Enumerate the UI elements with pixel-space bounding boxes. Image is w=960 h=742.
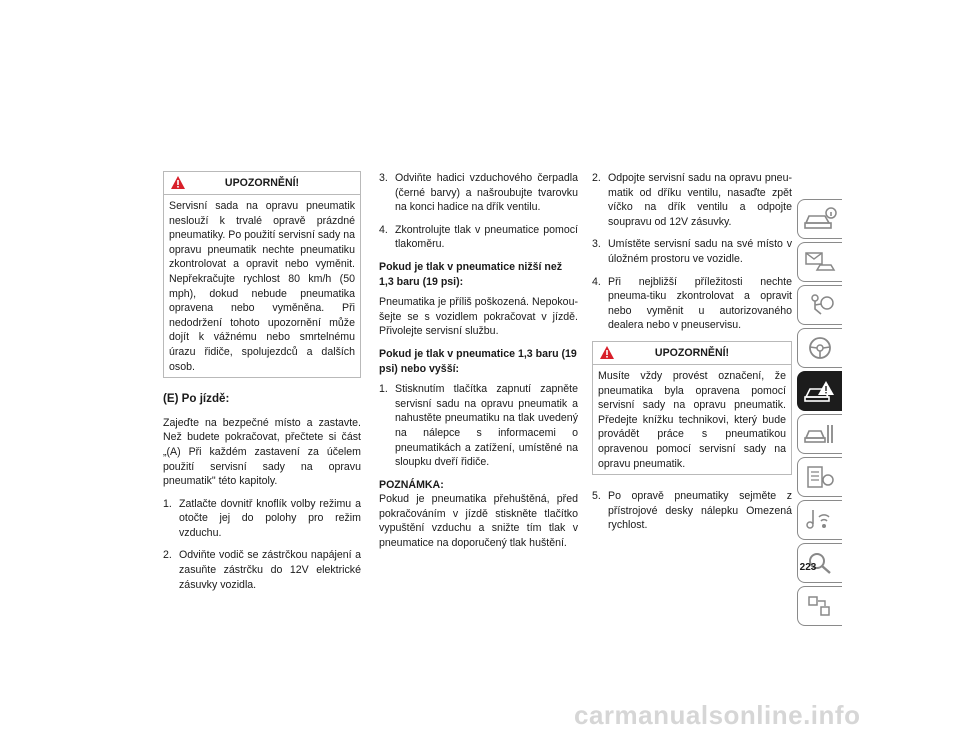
step-text: Odviňte vodič se zástrčkou napájení a zasuňte zástrčku do 12V elektrické zásuvky vozidla. <box>179 549 361 591</box>
step-text: Umístěte servisní sadu na své místo v úložném prostoru ve vozidle. <box>608 238 792 265</box>
tab-car-info[interactable] <box>797 199 842 239</box>
car-info-icon <box>803 206 837 232</box>
list-item <box>379 171 578 215</box>
list-item <box>163 497 361 541</box>
warning-triangle-icon <box>599 345 615 360</box>
tab-steering-wheel[interactable] <box>797 328 842 368</box>
page-number: 223 <box>799 562 817 573</box>
mail-car-icon <box>803 249 837 275</box>
warning-box <box>163 171 361 378</box>
step-list <box>379 382 578 470</box>
step-number: 1. <box>379 383 388 396</box>
low-pressure-paragraph: Pneumatika je příliš poškozená. Nepokou-šejte se s vozidlem pokračovat v jízdě. Přivolejte servisní službu. <box>379 296 578 338</box>
note <box>379 478 578 551</box>
tab-mail-car[interactable] <box>797 242 842 282</box>
column-middle <box>379 171 578 559</box>
step-text: Stisknutím tlačítka zapnutí zapněte servisní sadu na opravu pneumatik a nahustěte pneumatiku na tlak uvedený na nálepce s informacemi o pneumatikách a zatížení, umístěné na sloupku dveří řidiče. <box>395 383 578 469</box>
warning-title: UPOZORNĚNÍ! <box>224 177 300 189</box>
car-emergency-icon <box>803 378 837 404</box>
maintenance-list-icon <box>803 464 837 490</box>
tab-multimedia[interactable] <box>797 500 842 540</box>
car-service-tools-icon <box>803 421 837 447</box>
step-text: Při nejbližší příležitosti nechte pneuma-tiku zkontrolovat a opravit nebo vyměnit u autorizovaného dealera nebo v pneuservisu. <box>608 275 792 332</box>
steering-wheel-icon <box>803 335 837 361</box>
step-number: 4. <box>592 275 601 288</box>
section-heading: (E) Po jízdě: <box>163 392 230 406</box>
list-item <box>592 171 792 229</box>
intro-paragraph: Zajeďte na bezpečné místo a zastavte. Než budete pokračovat, přečtete si část „(A) Při každém zastavení za účelem použití servisní sady na opravu pneumatik" této kapitoly. <box>163 416 361 488</box>
warning-text: Musíte vždy provést označení, že pneumatika byla opravena pomocí servisní sady na opravu pneumatik. Předejte knížku technikovi, který bude provádět práce s pneumatikou opravenou pomocí servisní sady na opravu pneumatik. <box>598 369 786 470</box>
warning-header <box>164 172 360 195</box>
list-item <box>379 223 578 252</box>
warning-box <box>592 341 792 475</box>
subheading-ok-pressure: Pokud je tlak v pneumatice 1,3 baru (19 psi) nebo vyšší: <box>379 347 577 375</box>
step-number: 5. <box>592 490 601 503</box>
list-item <box>592 275 792 333</box>
warning-triangle-icon <box>170 175 186 190</box>
list-item <box>592 237 792 266</box>
step-list <box>592 489 792 533</box>
step-number: 1. <box>163 497 172 510</box>
note-text: Pokud je pneumatika přehuštěná, před pokračováním v jízdě stiskněte tlačítko vypuštění vzduchu a snižte tím tlak v pneumatice na doporučený tlak huštění. <box>379 493 578 550</box>
step-text: Zkontrolujte tlak v pneumatice pomocí tlakoměru. <box>395 223 578 251</box>
list-item <box>379 382 578 470</box>
note-title: POZNÁMKA: <box>379 478 444 491</box>
step-list <box>379 171 578 252</box>
tab-car-service[interactable] <box>797 414 842 454</box>
multimedia-icon <box>803 507 837 533</box>
list-item <box>163 548 361 592</box>
column-right <box>592 171 792 541</box>
step-number: 3. <box>592 238 601 251</box>
airbag-person-icon <box>803 292 837 318</box>
tab-car-emergency[interactable] <box>797 371 842 411</box>
step-text: Po opravě pneumatiky sejměte z přístrojové desky nálepku Omezená rychlost. <box>608 490 792 532</box>
step-list <box>163 497 361 593</box>
step-number: 4. <box>379 223 388 236</box>
tab-airbag-person[interactable] <box>797 285 842 325</box>
watermark: carmanualsonline.info <box>574 700 861 730</box>
warning-text: Servisní sada na opravu pneumatik neslouží k trvalé opravě prázdné pneumatiky. Po použití servisní sady na opravu pneumatik nechte pneumatiku zkontrolovat a opravit nebo vyměnit. Nepřekračujte rychlost 80 km/h (50 mph), dokud nebude pneumatika opravena nebo vyměněna. Při nedodržení tohoto upozornění může dojít k vážnému nebo smrtelnému úrazu řidiče, spolujezdců a dalších osob. <box>169 200 355 373</box>
step-list <box>592 171 792 333</box>
language-index-icon <box>803 593 837 619</box>
tab-language-index[interactable] <box>797 586 842 626</box>
step-text: Odpojte servisní sadu na opravu pneu-matik od dříku ventilu, nasaďte zpět víčko na dřík ventilu a odpojte soupravu od 12V zásuvky. <box>608 172 792 228</box>
subheading-low-pressure: Pokud je tlak v pneumatice nižší než 1,3 baru (19 psi): <box>379 260 563 288</box>
step-number: 2. <box>163 549 172 562</box>
step-text: Zatlačte dovnitř knoflík volby režimu a otočte jej do polohy pro režim vzduchu. <box>179 497 361 539</box>
column-left <box>163 171 361 600</box>
step-text: Odviňte hadici vzduchového čerpadla (černé barvy) a našroubujte tvarovku na konci hadice na dřík ventilu. <box>395 172 578 214</box>
warning-header <box>593 342 791 365</box>
tab-maintenance[interactable] <box>797 457 842 497</box>
warning-title: UPOZORNĚNÍ! <box>654 346 730 359</box>
step-number: 3. <box>379 172 388 184</box>
step-number: 2. <box>592 172 601 184</box>
list-item <box>592 489 792 533</box>
